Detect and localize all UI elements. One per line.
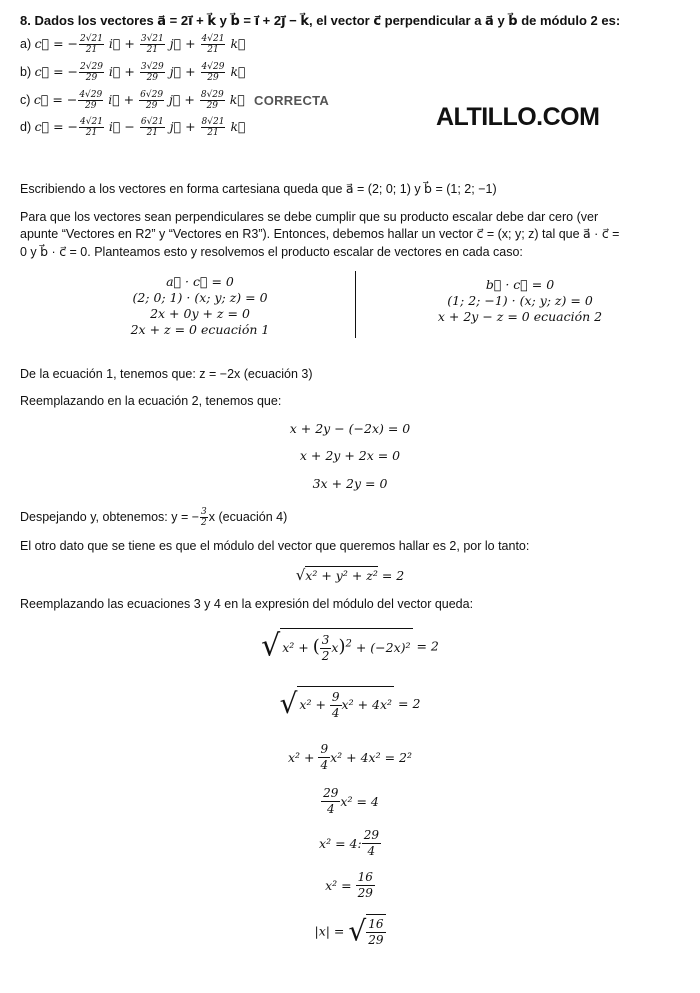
frac-num: 8√21 — [201, 117, 225, 127]
expr: x² = — [325, 878, 356, 893]
option-d — [20, 117, 246, 138]
expr: + (−2x)² — [351, 639, 411, 655]
expr: x² + — [299, 696, 330, 712]
option-a — [20, 34, 246, 55]
sqrt-icon: √ — [279, 687, 298, 720]
frac — [140, 117, 165, 138]
frac-den: 21 — [207, 45, 219, 55]
equation-line: b⃗ · c⃗ = 0 — [485, 277, 555, 292]
option-label: b) — [20, 64, 32, 79]
option-expr: i⃗ + — [104, 35, 139, 51]
frac-num: 3√21 — [140, 34, 164, 44]
equation-line: 2x + z = 0 ecuación 1 — [130, 322, 270, 337]
frac-num: 4√21 — [201, 34, 225, 44]
frac-num: 9 — [320, 742, 329, 756]
paragraph: De la ecuación 1, tenemos que: z = −2x (ecuación 3) — [20, 367, 313, 381]
text-run: x (ecuación 4) — [208, 509, 288, 524]
option-expr: j⃗ + — [165, 91, 199, 107]
frac-den: 21 — [146, 45, 159, 55]
frac-num: 2√21 — [80, 34, 103, 44]
frac-den: 21 — [85, 128, 98, 138]
expr: |x| = — [314, 923, 349, 939]
equation-step-2 — [0, 686, 700, 726]
paragraph: El otro dato que se tiene es que el módulo del vector que queremos hallar es 2, por lo tanto: — [20, 539, 530, 553]
frac-num: 29 — [323, 786, 339, 800]
frac — [79, 117, 104, 138]
equation-line: (1; 2; −1) · (x; y; z) = 0 — [447, 293, 593, 308]
paragraph — [20, 507, 686, 528]
equation-rhs: = 2 — [394, 696, 421, 711]
frac-den: 21 — [207, 128, 219, 138]
expr: x² + 4x² = 2² — [330, 750, 412, 765]
equation-rhs: = 2 — [377, 568, 405, 583]
frac-den: 29 — [207, 73, 219, 83]
frac-den: 29 — [145, 101, 158, 111]
frac — [356, 870, 375, 901]
text-run: Despejando y, obtenemos: y = − — [20, 509, 200, 524]
frac — [79, 62, 104, 83]
frac-den: 21 — [85, 45, 98, 55]
frac-den: 29 — [206, 101, 219, 111]
frac — [366, 917, 385, 948]
paragraph: 0 y b⃗ · c⃗ = 0. Planteamos esto y resolvemos el producto escalar de vectores en cada caso: — [20, 245, 523, 259]
frac-num: 8√29 — [200, 90, 224, 100]
equation-step-5 — [0, 828, 700, 859]
equation-line: a⃗ · c⃗ = 0 — [166, 274, 234, 289]
frac — [201, 62, 226, 83]
frac — [201, 34, 226, 55]
frac — [330, 690, 342, 721]
frac-den: 29 — [146, 73, 159, 83]
option-expr: k⃗ — [226, 35, 246, 51]
expr: x² + 4x² — [341, 696, 393, 712]
frac-num: 16 — [357, 870, 373, 884]
frac-den: 2 — [321, 649, 330, 663]
option-expr: j⃗ + — [165, 118, 200, 134]
equation: x + 2y − (−2x) = 0 — [289, 421, 411, 436]
frac-den: 21 — [146, 128, 159, 138]
frac-den: 29 — [368, 933, 384, 947]
equation: x + 2y + 2x = 0 — [299, 448, 401, 463]
radicand: x² + y² + z² — [305, 568, 378, 583]
option-label: a) — [20, 36, 32, 51]
frac-den: 4 — [320, 758, 329, 772]
frac-num: 6√29 — [140, 90, 164, 100]
option-expr: j⃗ + — [165, 35, 200, 51]
paragraph: Para que los vectores sean perpendiculares se debe cumplir que su producto escalar debe dar cero (ver — [20, 210, 599, 224]
expr: x — [331, 639, 339, 655]
expr: x² = 4 — [340, 794, 379, 809]
option-expr: i⃗ + — [104, 63, 139, 79]
left-system — [80, 274, 320, 338]
expr: x² + — [287, 750, 319, 765]
sqrt-icon: √ — [295, 566, 306, 584]
option-label: c) — [20, 92, 31, 107]
frac-num: 4√21 — [80, 117, 103, 127]
frac — [140, 62, 165, 83]
frac — [201, 117, 226, 138]
option-expr: c⃗ = − — [33, 91, 78, 107]
frac — [320, 633, 332, 664]
equation-line: 2x + 0y + z = 0 — [150, 306, 250, 321]
frac — [200, 90, 225, 111]
right-system — [400, 277, 640, 325]
frac — [200, 507, 208, 528]
frac — [362, 828, 381, 859]
option-label: d) — [20, 119, 32, 134]
paragraph: Reemplazando en la ecuación 2, tenemos que: — [20, 394, 282, 408]
frac-num: 3 — [201, 507, 207, 517]
frac-num: 3 — [321, 633, 330, 647]
frac-num: 4√29 — [201, 62, 225, 72]
frac-num: 29 — [363, 828, 379, 842]
frac-num: 4√29 — [79, 90, 103, 100]
frac-den: 29 — [85, 101, 97, 111]
frac-den: 29 — [85, 73, 98, 83]
frac — [318, 742, 330, 773]
equation-line: (2; 0; 1) · (x; y; z) = 0 — [132, 290, 268, 305]
equation-line: x + 2y − z = 0 ecuación 2 — [437, 309, 603, 324]
option-expr: k⃗ — [226, 118, 246, 134]
frac — [321, 786, 340, 817]
equation-step-4 — [0, 786, 700, 817]
correct-marker: CORRECTA — [254, 93, 330, 108]
frac-den: 4 — [331, 706, 340, 720]
expr: x² = 4: — [319, 836, 362, 851]
option-b — [20, 62, 246, 83]
frac-num: 6√21 — [140, 117, 164, 127]
exponent: 2 — [345, 638, 352, 650]
radicand — [366, 914, 385, 948]
radicand — [297, 686, 394, 721]
option-expr: k⃗ — [225, 91, 245, 107]
frac — [79, 34, 104, 55]
option-expr: i⃗ + — [104, 91, 139, 107]
option-expr: k⃗ — [226, 63, 246, 79]
equation: 3x + 2y = 0 — [312, 476, 388, 491]
modulus-equation — [0, 566, 700, 584]
frac-den: 2 — [201, 518, 207, 528]
sqrt-icon: √ — [261, 628, 281, 664]
frac — [140, 34, 165, 55]
equation-step-1 — [0, 628, 700, 672]
paragraph: Escribiendo a los vectores en forma cartesiana queda que a⃗ = (2; 0; 1) y b⃗ = (1; 2; −1) — [20, 182, 497, 196]
equation-step-6 — [0, 870, 700, 901]
frac-num: 3√29 — [140, 62, 164, 72]
option-expr: c⃗ = − — [34, 118, 79, 134]
option-expr: c⃗ = − — [34, 63, 79, 79]
divider-line — [355, 271, 356, 338]
expr: x² + — [282, 639, 313, 655]
option-c — [20, 90, 245, 111]
radicand: x² + ( $\frac{3}{2}$ x)$^2$ + (−2x)² — [280, 628, 412, 664]
equation-step-7 — [0, 914, 700, 948]
question-title: 8. Dados los vectores a⃗ = 2i⃗ + k⃗ y b⃗ = i⃗ + 2j⃗ − k⃗, el vector c⃗ perpendicular a a⃗ y b⃗ de módulo 2 es: — [20, 13, 621, 28]
frac-num: 9 — [331, 690, 340, 704]
site-logo: ALTILLO.COM — [436, 103, 600, 131]
equation-rhs: = 2 — [412, 638, 439, 654]
frac-den: 29 — [357, 886, 373, 900]
frac — [78, 90, 103, 111]
option-expr: c⃗ = − — [34, 35, 79, 51]
option-expr: i⃗ − — [104, 118, 139, 134]
equation-step-3 — [0, 742, 700, 773]
frac-den: 4 — [367, 844, 376, 858]
option-expr: j⃗ + — [165, 63, 200, 79]
frac-den: 4 — [326, 802, 335, 816]
paragraph: apunte “Vectores en R2” y “Vectores en R3”). Entonces, debemos hallar un vector c⃗ = (x; y; z) tal que a⃗ · c⃗ = — [20, 227, 620, 241]
sqrt-icon: √ — [348, 914, 367, 948]
frac-num: 2√29 — [80, 62, 103, 72]
frac-num: 16 — [368, 917, 384, 931]
frac — [139, 90, 164, 111]
paragraph: Reemplazando las ecuaciones 3 y 4 en la expresión del módulo del vector queda: — [20, 597, 474, 611]
